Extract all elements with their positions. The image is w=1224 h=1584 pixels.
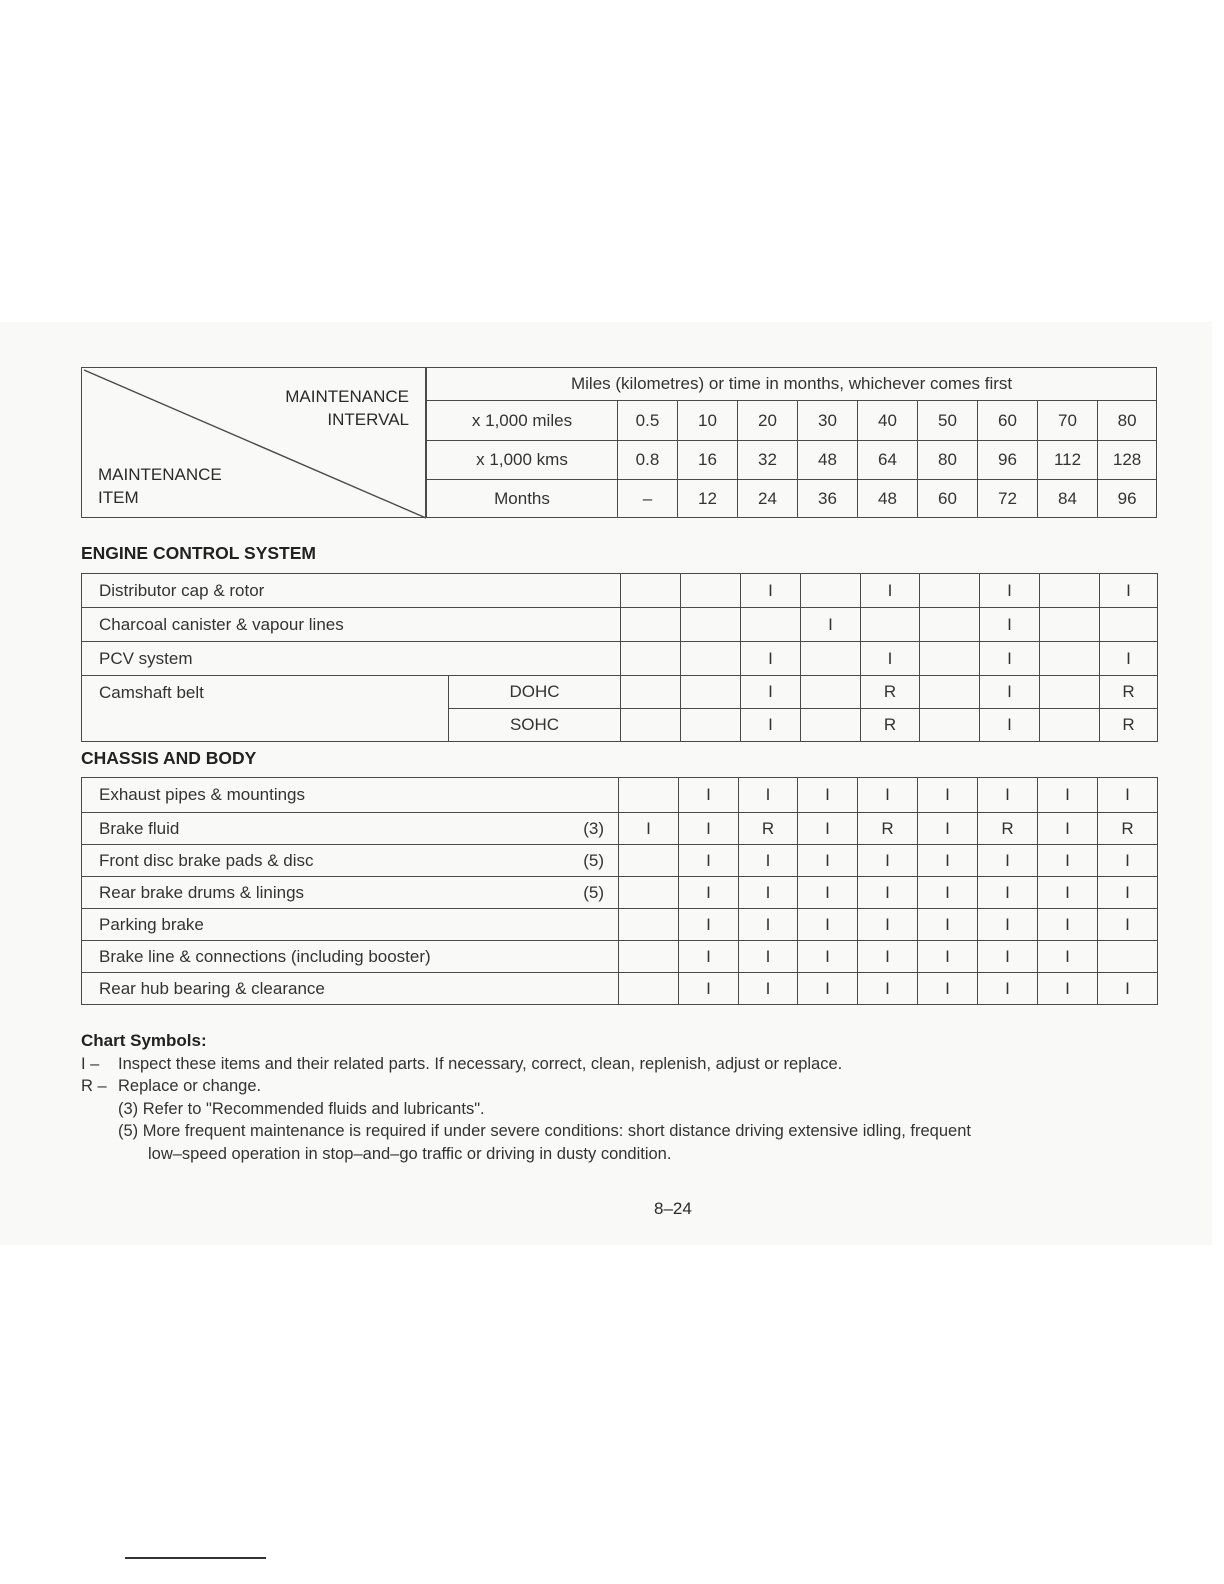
schedule-cell: R — [861, 709, 920, 742]
schedule-cell — [681, 608, 741, 642]
schedule-cell: I — [798, 973, 858, 1005]
interval-row — [427, 441, 1157, 480]
schedule-cell — [619, 778, 679, 813]
interval-value: 0.8 — [618, 441, 678, 480]
interval-label-2: INTERVAL — [327, 410, 409, 429]
schedule-cell: I — [858, 973, 918, 1005]
page-number: 8–24 — [654, 1199, 692, 1218]
schedule-cell: I — [1038, 845, 1098, 877]
schedule-cell: I — [798, 813, 858, 845]
schedule-cell: I — [1098, 845, 1158, 877]
i-key: I – — [81, 1054, 100, 1073]
item-cell — [82, 845, 619, 877]
interval-row — [427, 480, 1157, 518]
item-label: Front disc brake pads & disc — [99, 850, 314, 870]
schedule-cell: I — [978, 877, 1038, 909]
engine-control-table — [81, 573, 1158, 742]
schedule-cell: I — [739, 973, 798, 1005]
schedule-cell: I — [1038, 877, 1098, 909]
item-cell — [82, 909, 619, 941]
schedule-cell: R — [1098, 813, 1158, 845]
interval-value: 84 — [1038, 480, 1098, 518]
table-row — [82, 778, 1158, 813]
chassis-body-table — [81, 777, 1158, 1005]
interval-value: 80 — [918, 441, 978, 480]
r-key: R – — [81, 1077, 107, 1095]
item-label: Rear hub bearing & clearance — [99, 978, 325, 998]
interval-value: 30 — [798, 401, 858, 441]
table-row — [82, 642, 1158, 676]
chart-symbols — [81, 1030, 1181, 1165]
interval-label: MAINTENANCE — [285, 387, 409, 406]
interval-value: 40 — [858, 401, 918, 441]
engine-variant: SOHC — [449, 709, 621, 742]
note-5-cont: low–speed operation in stop–and–go traffic or driving in dusty condition. — [148, 1144, 672, 1163]
schedule-cell: I — [619, 813, 679, 845]
item-label: PCV system — [82, 642, 621, 676]
schedule-cell: I — [798, 877, 858, 909]
interval-value: 60 — [918, 480, 978, 518]
schedule-cell — [920, 608, 980, 642]
schedule-cell — [1040, 676, 1100, 709]
schedule-cell: R — [858, 813, 918, 845]
schedule-cell: I — [798, 845, 858, 877]
schedule-cell — [621, 608, 681, 642]
schedule-cell: I — [858, 941, 918, 973]
schedule-cell — [1040, 709, 1100, 742]
schedule-cell: I — [679, 941, 739, 973]
schedule-cell: I — [1038, 941, 1098, 973]
schedule-cell: I — [1100, 574, 1158, 608]
table-row — [82, 574, 1158, 608]
schedule-cell: I — [741, 676, 801, 709]
schedule-cell: I — [798, 909, 858, 941]
schedule-cell: I — [980, 574, 1040, 608]
interval-unit-label: Months — [427, 480, 618, 518]
schedule-cell: R — [1100, 709, 1158, 742]
interval-value: 16 — [678, 441, 738, 480]
schedule-cell — [801, 676, 861, 709]
schedule-cell: I — [1038, 813, 1098, 845]
interval-value: 10 — [678, 401, 738, 441]
schedule-cell: I — [1098, 909, 1158, 941]
item-label: Brake fluid — [99, 818, 180, 838]
schedule-cell: I — [679, 909, 739, 941]
item-label: Distributor cap & rotor — [82, 574, 621, 608]
schedule-cell — [801, 642, 861, 676]
schedule-cell: I — [980, 642, 1040, 676]
schedule-cell: I — [1098, 778, 1158, 813]
item-label-2: ITEM — [98, 488, 139, 507]
interval-value: 60 — [978, 401, 1038, 441]
table-row — [82, 676, 1158, 709]
item-note: (5) — [583, 850, 604, 870]
interval-value: 96 — [978, 441, 1038, 480]
item-cell — [82, 778, 619, 813]
interval-span-title: Miles (kilometres) or time in months, whichever comes first — [427, 368, 1157, 401]
schedule-cell — [621, 676, 681, 709]
table-row — [82, 813, 1158, 845]
item-note: (3) — [583, 818, 604, 838]
schedule-cell: I — [1098, 877, 1158, 909]
schedule-cell — [681, 574, 741, 608]
schedule-cell: I — [978, 845, 1038, 877]
interval-value: 36 — [798, 480, 858, 518]
schedule-cell — [801, 574, 861, 608]
table-row — [82, 909, 1158, 941]
r-text: Replace or change. — [118, 1077, 262, 1095]
item-cell — [82, 813, 619, 845]
interval-value: 96 — [1098, 480, 1157, 518]
schedule-cell: I — [858, 778, 918, 813]
schedule-cell: I — [1038, 778, 1098, 813]
schedule-cell — [621, 574, 681, 608]
schedule-cell: I — [739, 845, 798, 877]
note-3: (3) Refer to "Recommended fluids and lubricants". — [118, 1099, 485, 1118]
schedule-cell — [920, 709, 980, 742]
interval-value: 20 — [738, 401, 798, 441]
interval-value: 64 — [858, 441, 918, 480]
table-row — [82, 973, 1158, 1005]
schedule-cell — [1040, 574, 1100, 608]
schedule-cell: I — [739, 909, 798, 941]
schedule-cell: I — [980, 608, 1040, 642]
schedule-cell: I — [679, 845, 739, 877]
schedule-cell: I — [918, 778, 978, 813]
schedule-cell: I — [679, 813, 739, 845]
schedule-cell: I — [978, 778, 1038, 813]
interval-value: 128 — [1098, 441, 1157, 480]
schedule-cell: I — [858, 877, 918, 909]
interval-unit-label: x 1,000 kms — [427, 441, 618, 480]
schedule-cell: I — [978, 909, 1038, 941]
header-diagonal-cell — [81, 367, 426, 518]
schedule-cell — [681, 676, 741, 709]
schedule-cell — [619, 845, 679, 877]
interval-value: 24 — [738, 480, 798, 518]
item-cell — [82, 877, 619, 909]
item-label: Rear brake drums & linings — [99, 882, 305, 902]
interval-value: 72 — [978, 480, 1038, 518]
interval-value: 70 — [1038, 401, 1098, 441]
schedule-cell: I — [679, 877, 739, 909]
schedule-cell: I — [741, 709, 801, 742]
schedule-cell: I — [798, 941, 858, 973]
schedule-cell: I — [801, 608, 861, 642]
chassis-section-title: CHASSIS AND BODY — [81, 748, 257, 768]
interval-value: 32 — [738, 441, 798, 480]
schedule-cell — [1100, 608, 1158, 642]
schedule-cell: I — [918, 877, 978, 909]
schedule-cell — [681, 642, 741, 676]
engine-variant: DOHC — [449, 676, 621, 709]
interval-value: 50 — [918, 401, 978, 441]
item-label: Charcoal canister & vapour lines — [82, 608, 621, 642]
schedule-cell — [619, 909, 679, 941]
schedule-cell: I — [861, 642, 920, 676]
schedule-cell — [861, 608, 920, 642]
table-row — [82, 845, 1158, 877]
schedule-cell: I — [978, 973, 1038, 1005]
schedule-cell — [619, 877, 679, 909]
schedule-cell: I — [980, 676, 1040, 709]
schedule-cell: I — [739, 778, 798, 813]
schedule-cell: I — [918, 845, 978, 877]
schedule-cell: I — [679, 778, 739, 813]
schedule-cell — [619, 941, 679, 973]
item-note: (5) — [583, 882, 604, 902]
schedule-cell — [920, 676, 980, 709]
schedule-cell: R — [861, 676, 920, 709]
schedule-cell: R — [1100, 676, 1158, 709]
schedule-cell — [920, 642, 980, 676]
interval-unit-label: x 1,000 miles — [427, 401, 618, 441]
schedule-cell: I — [798, 778, 858, 813]
schedule-cell: I — [861, 574, 920, 608]
schedule-cell: I — [739, 877, 798, 909]
interval-row — [427, 401, 1157, 441]
schedule-cell: I — [918, 941, 978, 973]
interval-value: 48 — [858, 480, 918, 518]
schedule-cell — [621, 709, 681, 742]
note-5: (5) More frequent maintenance is required if under severe conditions: short distance driving extensive idling, frequent — [118, 1122, 971, 1140]
schedule-cell: I — [858, 909, 918, 941]
table-row — [82, 877, 1158, 909]
schedule-cell: R — [739, 813, 798, 845]
table-row — [82, 941, 1158, 973]
item-cell — [82, 973, 619, 1005]
table-row — [82, 608, 1158, 642]
schedule-cell — [619, 973, 679, 1005]
schedule-cell — [1040, 608, 1100, 642]
schedule-cell — [681, 709, 741, 742]
schedule-cell: I — [918, 909, 978, 941]
schedule-cell: I — [739, 941, 798, 973]
footer-rule — [125, 1557, 266, 1559]
item-label: Exhaust pipes & mountings — [99, 785, 306, 804]
schedule-cell: I — [1100, 642, 1158, 676]
schedule-cell: I — [1038, 909, 1098, 941]
item-label: MAINTENANCE — [98, 465, 222, 484]
interval-value: 80 — [1098, 401, 1157, 441]
schedule-cell — [801, 709, 861, 742]
schedule-cell — [1040, 642, 1100, 676]
schedule-cell: I — [858, 845, 918, 877]
schedule-cell — [621, 642, 681, 676]
schedule-cell: I — [918, 813, 978, 845]
interval-value: 112 — [1038, 441, 1098, 480]
schedule-cell: I — [679, 973, 739, 1005]
i-text: Inspect these items and their related parts. If necessary, correct, clean, replenish, adjust or replace. — [118, 1054, 843, 1073]
symbols-title: Chart Symbols: — [81, 1031, 207, 1050]
schedule-cell: R — [978, 813, 1038, 845]
schedule-cell: I — [978, 941, 1038, 973]
schedule-cell: I — [1098, 973, 1158, 1005]
interval-value: – — [618, 480, 678, 518]
schedule-cell — [920, 574, 980, 608]
interval-value: 0.5 — [618, 401, 678, 441]
schedule-cell — [741, 608, 801, 642]
item-label: Camshaft belt — [82, 676, 449, 742]
schedule-cell: I — [741, 574, 801, 608]
item-cell — [82, 941, 619, 973]
item-label: Brake line & connections (including booster) — [99, 946, 431, 966]
schedule-cell — [1098, 941, 1158, 973]
schedule-cell: I — [741, 642, 801, 676]
schedule-cell: I — [1038, 973, 1098, 1005]
interval-header-table — [426, 367, 1157, 518]
interval-value: 12 — [678, 480, 738, 518]
item-label: Parking brake — [99, 914, 204, 934]
schedule-cell: I — [980, 709, 1040, 742]
engine-section-title: ENGINE CONTROL SYSTEM — [81, 543, 316, 563]
interval-value: 48 — [798, 441, 858, 480]
schedule-cell: I — [918, 973, 978, 1005]
